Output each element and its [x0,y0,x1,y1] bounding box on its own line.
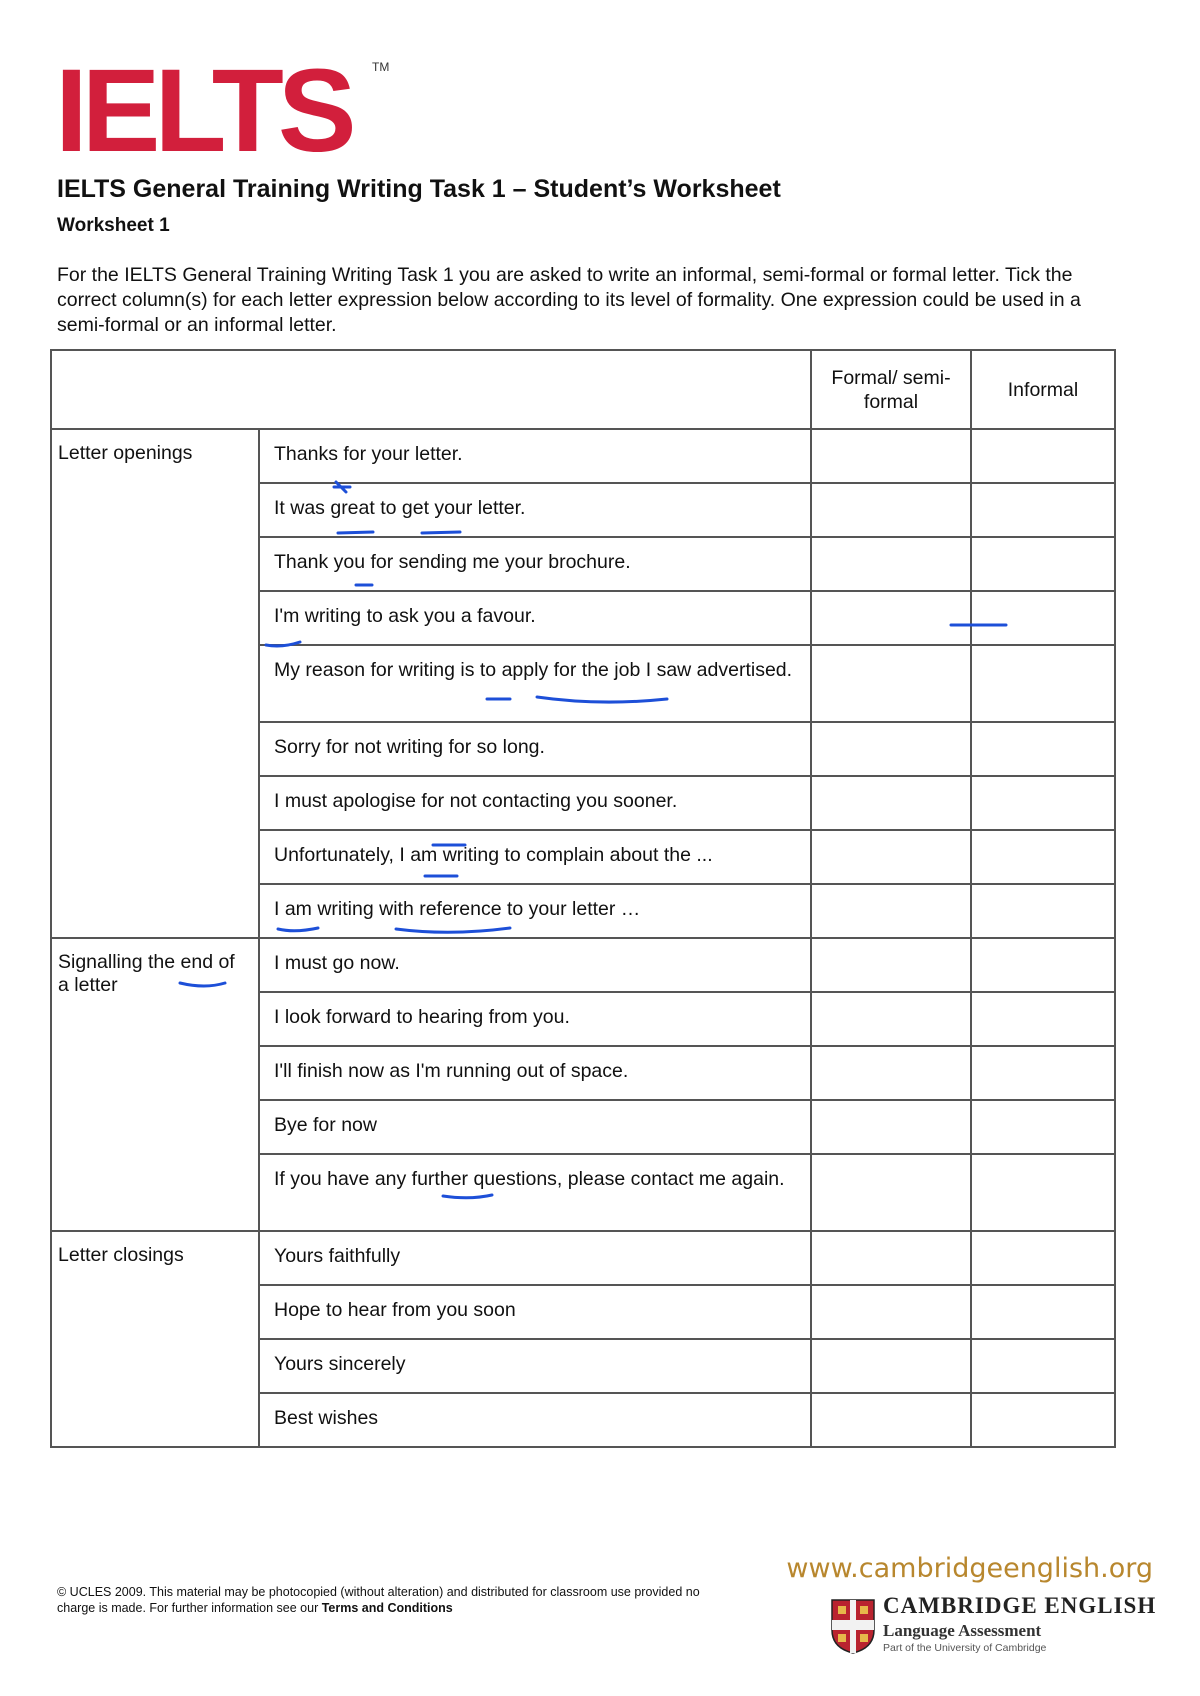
expression: Thank you for sending me your brochure. [259,537,811,591]
informal-tick-box[interactable] [971,537,1115,591]
formal-tick-box[interactable] [811,1285,971,1339]
informal-tick-box[interactable] [971,1100,1115,1154]
formal-tick-box[interactable] [811,776,971,830]
formal-tick-box[interactable] [811,429,971,483]
table-row [51,938,1115,992]
informal-tick-box[interactable] [971,992,1115,1046]
expression: It was great to get your letter. [259,483,811,537]
informal-tick-box[interactable] [971,429,1115,483]
expression: Yours faithfully [259,1231,811,1285]
formal-tick-box[interactable] [811,722,971,776]
expression: Hope to hear from you soon [259,1285,811,1339]
language-assessment-label: Language Assessment [883,1621,1042,1640]
formal-tick-box[interactable] [811,1154,971,1231]
informal-tick-box[interactable] [971,1339,1115,1393]
category-letter-openings: Letter openings [51,429,259,938]
informal-tick-box[interactable] [971,776,1115,830]
formal-tick-box[interactable] [811,884,971,938]
expression: I must apologise for not contacting you sooner. [259,776,811,830]
informal-tick-box[interactable] [971,938,1115,992]
expression: My reason for writing is to apply for the job I saw advertised. [259,645,811,722]
expression: Bye for now [259,1100,811,1154]
expression: Best wishes [259,1393,811,1447]
ielts-logo: IELTS [55,45,351,177]
expression: I look forward to hearing from you. [259,992,811,1046]
trademark-symbol: TM [372,60,390,74]
copyright-notice [57,1584,717,1616]
table-row [51,1231,1115,1285]
cambridge-crest-icon [830,1598,876,1654]
table-row [51,429,1115,483]
formal-tick-box[interactable] [811,1339,971,1393]
informal-tick-box[interactable] [971,1231,1115,1285]
informal-tick-box[interactable] [971,1154,1115,1231]
formal-tick-box[interactable] [811,1231,971,1285]
copyright-text: © UCLES 2009. This material may be photocopied (without alteration) and distributed for classroom use provided no charge is made. For further information see our [57,1585,700,1615]
formal-tick-box[interactable] [811,1393,971,1447]
category-letter-closings: Letter closings [51,1231,259,1447]
page-title: IELTS General Training Writing Task 1 – Student’s Worksheet [57,175,781,203]
informal-tick-box[interactable] [971,591,1115,645]
formal-tick-box[interactable] [811,591,971,645]
informal-tick-box[interactable] [971,1393,1115,1447]
informal-tick-box[interactable] [971,884,1115,938]
terms-link[interactable]: Terms and Conditions [321,1601,453,1615]
category-signalling-end: Signalling the end of a letter [51,938,259,1231]
informal-tick-box[interactable] [971,1285,1115,1339]
cambridge-english-wordmark: CAMBRIDGE ENGLISH [883,1593,1157,1618]
worksheet-number: Worksheet 1 [57,215,170,236]
website-url[interactable]: www.cambridgeenglish.org [786,1553,1153,1584]
formal-tick-box[interactable] [811,1046,971,1100]
expression: Unfortunately, I am writing to complain about the ... [259,830,811,884]
informal-tick-box[interactable] [971,830,1115,884]
expression: I'm writing to ask you a favour. [259,591,811,645]
header-informal: Informal [971,350,1115,429]
expression: Yours sincerely [259,1339,811,1393]
header-blank-cell [51,350,811,429]
informal-tick-box[interactable] [971,1046,1115,1100]
expression: Thanks for your letter. [259,429,811,483]
expression: Sorry for not writing for so long. [259,722,811,776]
formal-tick-box[interactable] [811,645,971,722]
table-header-row [51,350,1115,429]
formal-tick-box[interactable] [811,537,971,591]
formal-tick-box[interactable] [811,992,971,1046]
formal-tick-box[interactable] [811,483,971,537]
formal-tick-box[interactable] [811,1100,971,1154]
informal-tick-box[interactable] [971,722,1115,776]
instructions: For the IELTS General Training Writing Task 1 you are asked to write an informal, semi-formal or formal letter. Tick the correct column(s) for each letter expression below according to its level of formality. One expression could be used in a semi-formal or an informal letter. [57,264,1081,336]
expression: I am writing with reference to your letter … [259,884,811,938]
formality-table [50,349,1116,1448]
formal-tick-box[interactable] [811,938,971,992]
university-label: Part of the University of Cambridge [883,1642,1047,1654]
header-formal: Formal/ semi-formal [811,350,971,429]
expression: I must go now. [259,938,811,992]
informal-tick-box[interactable] [971,483,1115,537]
expression: If you have any further questions, please contact me again. [259,1154,811,1231]
informal-tick-box[interactable] [971,645,1115,722]
formal-tick-box[interactable] [811,830,971,884]
expression: I'll finish now as I'm running out of space. [259,1046,811,1100]
